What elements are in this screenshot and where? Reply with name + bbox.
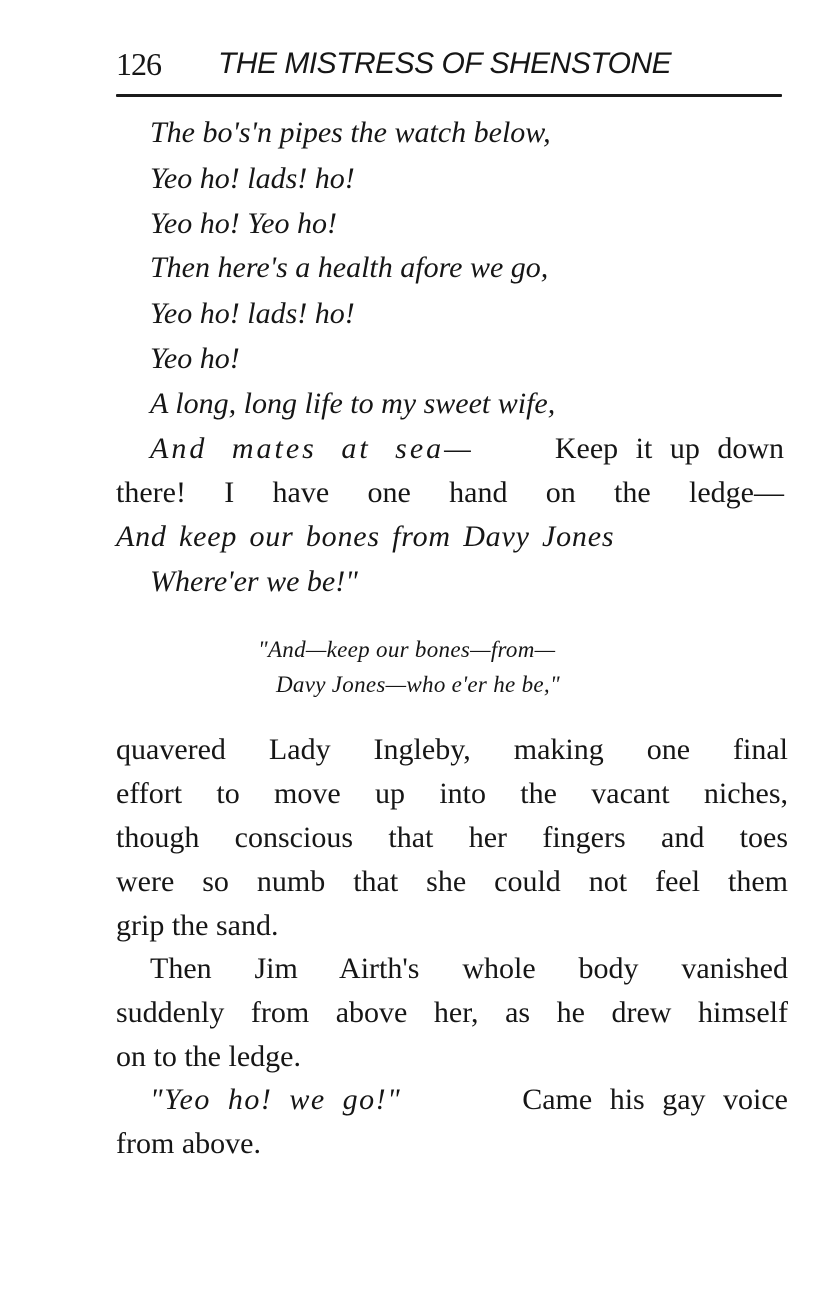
italic-quote: "Yeo ho! we go!" bbox=[150, 1083, 402, 1116]
paragraph-line: quavered Lady Ingleby, making one final bbox=[116, 733, 788, 766]
running-title: THE MISTRESS OF SHENSTONE bbox=[218, 47, 672, 80]
quote-line: Davy Jones—who e'er he be," bbox=[276, 672, 560, 697]
paragraph-line: from above. bbox=[116, 1127, 261, 1160]
verse-line: And keep our bones from Davy Jones bbox=[116, 520, 615, 553]
paragraph-line: grip the sand. bbox=[116, 909, 279, 942]
prose-line: there! I have one hand on the ledge— bbox=[116, 476, 784, 509]
verse-line: Yeo ho! lads! ho! bbox=[150, 297, 355, 330]
verse-line: Yeo ho! Yeo ho! bbox=[150, 207, 337, 240]
paragraph-line: were so numb that she could not feel them bbox=[116, 865, 788, 898]
paragraph-line: though conscious that her fingers and toes bbox=[116, 821, 788, 854]
verse-line: The bo's'n pipes the watch below, bbox=[150, 116, 551, 149]
paragraph-line: suddenly from above her, as he drew himself bbox=[116, 996, 788, 1029]
page-header bbox=[116, 42, 788, 86]
verse-fragment: And mates at sea— bbox=[150, 432, 474, 465]
prose-fragment: Keep it up down bbox=[554, 432, 784, 465]
paragraph-text: Came his gay voice bbox=[522, 1083, 788, 1116]
verse-line: Then here's a health afore we go, bbox=[150, 251, 549, 284]
header-rule bbox=[116, 94, 782, 97]
page-number: 126 bbox=[116, 46, 161, 82]
paragraph-line: effort to move up into the vacant niches, bbox=[116, 777, 788, 810]
verse-line: Where'er we be!" bbox=[150, 565, 358, 598]
verse-line: Yeo ho! lads! ho! bbox=[150, 162, 355, 195]
verse-line: Yeo ho! bbox=[150, 342, 240, 375]
paragraph-line: Then Jim Airth's whole body vanished bbox=[150, 952, 788, 985]
verse-line: A long, long life to my sweet wife, bbox=[150, 387, 556, 420]
quote-line: "And—keep our bones—from— bbox=[258, 637, 556, 662]
paragraph-line: on to the ledge. bbox=[116, 1040, 301, 1073]
